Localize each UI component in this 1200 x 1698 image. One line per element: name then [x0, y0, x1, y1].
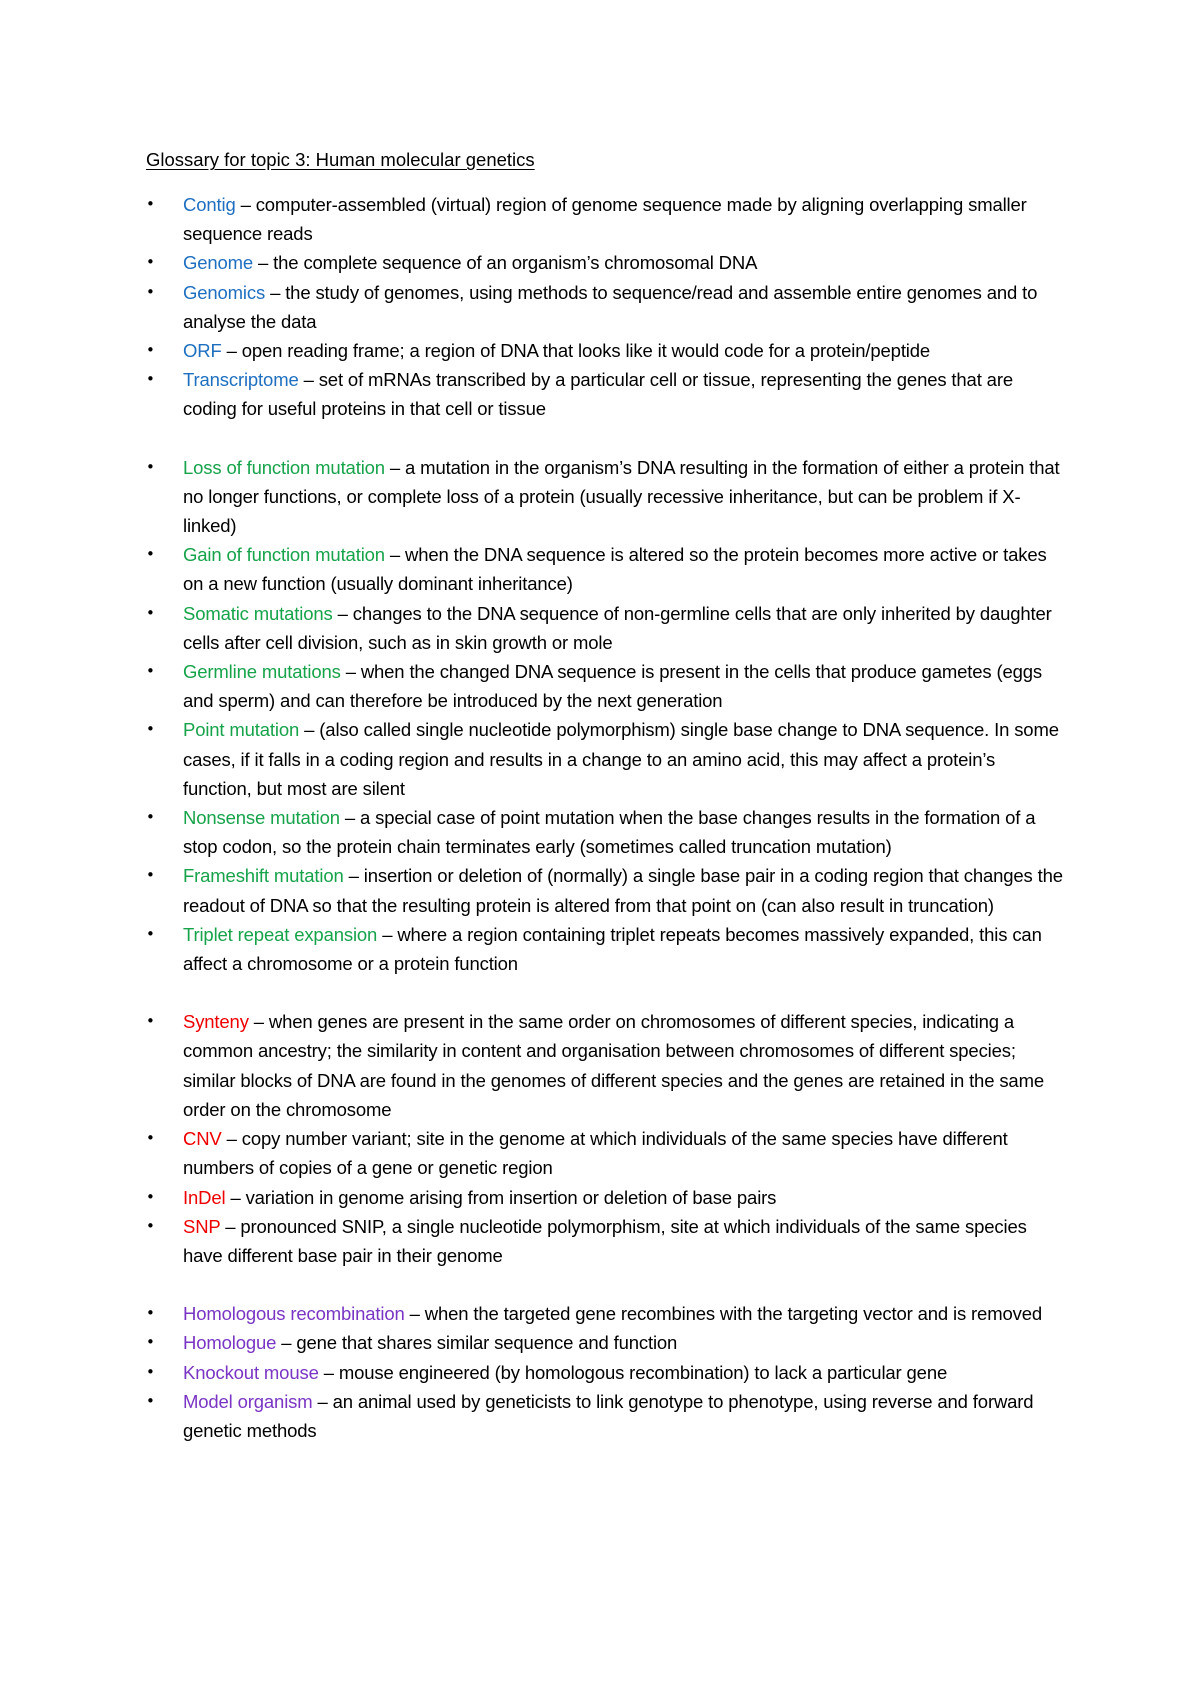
- glossary-definition: – an animal used by geneticists to link genotype to phenotype, using reverse and forward genetic methods: [183, 1390, 1034, 1441]
- glossary-entry: [146, 1387, 1066, 1445]
- glossary-definition: – set of mRNAs transcribed by a particular cell or tissue, representing the genes that are coding for useful proteins in that cell or tissue: [183, 369, 1013, 420]
- bullet-icon: •: [146, 1129, 155, 1148]
- bullet-icon: •: [146, 1362, 155, 1381]
- bullet-icon: •: [146, 1304, 155, 1323]
- glossary-group: [146, 190, 1066, 424]
- glossary-entry: [146, 1124, 1066, 1182]
- glossary-entry: [146, 1328, 1066, 1357]
- page-title: Glossary for topic 3: Human molecular genetics: [146, 149, 535, 170]
- glossary-group: [146, 1007, 1066, 1270]
- glossary-entry: [146, 1358, 1066, 1387]
- glossary-term: Nonsense mutation: [183, 807, 340, 829]
- bullet-icon: •: [146, 545, 155, 564]
- glossary-definition: – computer-assembled (virtual) region of genome sequence made by aligning overlapping smaller sequence reads: [183, 194, 1027, 245]
- glossary-term: Synteny: [183, 1011, 249, 1033]
- glossary-term: Homologue: [183, 1332, 277, 1354]
- glossary-entry: [146, 1007, 1066, 1124]
- bullet-icon: •: [146, 370, 155, 389]
- glossary-entry: [146, 1299, 1066, 1328]
- glossary-term: Model organism: [183, 1390, 313, 1412]
- glossary-content: [146, 190, 1066, 1474]
- glossary-definition: – a mutation in the organism’s DNA resulting in the formation of either a protein that no longer functions, or complete loss of a protein (usually recessive inheritance, but can be problem if X-linked): [183, 456, 1060, 537]
- glossary-definition: – open reading frame; a region of DNA that looks like it would code for a protein/peptide: [221, 340, 931, 362]
- glossary-entry: [146, 920, 1066, 978]
- glossary-term: CNV: [183, 1128, 222, 1150]
- glossary-entry: [146, 803, 1066, 861]
- glossary-term: Transcriptome: [183, 369, 299, 391]
- glossary-term: SNP: [183, 1215, 221, 1237]
- glossary-term: Gain of function mutation: [183, 544, 385, 566]
- bullet-icon: •: [146, 253, 155, 272]
- glossary-entry: [146, 190, 1066, 248]
- glossary-entry: [146, 1212, 1066, 1270]
- glossary-term: Germline mutations: [183, 661, 341, 683]
- glossary-entry: [146, 599, 1066, 657]
- glossary-definition: – pronounced SNIP, a single nucleotide polymorphism, site at which individuals of the same species have different base pair in their genome: [183, 1215, 1027, 1266]
- glossary-definition: – insertion or deletion of (normally) a single base pair in a coding region that changes the readout of DNA so that the resulting protein is altered from that point on (can also result in truncation): [183, 865, 1063, 916]
- glossary-term: ORF: [183, 340, 222, 362]
- bullet-icon: •: [146, 282, 155, 301]
- glossary-definition: – when the changed DNA sequence is present in the cells that produce gametes (eggs and sperm) and can therefore be introduced by the next generation: [183, 661, 1042, 712]
- glossary-group: [146, 453, 1066, 979]
- bullet-icon: •: [146, 195, 155, 213]
- glossary-definition: – a special case of point mutation when the base changes results in the formation of a stop codon, so the protein chain terminates early (sometimes called truncation mutation): [183, 807, 1036, 858]
- glossary-term: Frameshift mutation: [183, 865, 344, 887]
- glossary-term: Knockout mouse: [183, 1361, 319, 1383]
- bullet-icon: •: [146, 1391, 155, 1410]
- glossary-term: Genomics: [183, 281, 266, 303]
- glossary-term: Genome: [183, 252, 254, 274]
- glossary-term: Point mutation: [183, 719, 300, 741]
- bullet-icon: •: [146, 1333, 155, 1352]
- bullet-icon: •: [146, 603, 155, 622]
- glossary-definition: – where a region containing triplet repeats becomes massively expanded, this can affect a chromosome or a protein function: [183, 923, 1042, 975]
- bullet-icon: •: [146, 457, 155, 476]
- glossary-definition: – when genes are present in the same order on chromosomes of different species, indicating a common ancestry; the similarity in content and organisation between chromosomes of different species; similar blocks of DNA are found in the genomes of different species and the genes are retained in the same order on the chromosome: [183, 1011, 1044, 1120]
- bullet-icon: •: [146, 662, 155, 681]
- bullet-icon: •: [146, 1012, 155, 1031]
- glossary-entry: [146, 248, 1066, 277]
- glossary-definition: – when the DNA sequence is altered so the protein becomes more active or takes on a new function (usually dominant inheritance): [183, 544, 1047, 595]
- glossary-entry: [146, 278, 1066, 336]
- bullet-icon: •: [146, 808, 155, 827]
- glossary-entry: [146, 365, 1066, 423]
- glossary-group: [146, 1299, 1066, 1445]
- glossary-entry: [146, 1183, 1066, 1212]
- glossary-entry: [146, 336, 1066, 365]
- glossary-definition: – when the targeted gene recombines with the targeting vector and is removed: [404, 1303, 1042, 1325]
- glossary-term: Homologous recombination: [183, 1303, 405, 1325]
- glossary-entry: [146, 657, 1066, 715]
- glossary-definition: – mouse engineered (by homologous recombination) to lack a particular gene: [318, 1361, 948, 1383]
- bullet-icon: •: [146, 924, 155, 943]
- bullet-icon: •: [146, 1216, 155, 1235]
- glossary-term: Triplet repeat expansion: [183, 923, 378, 945]
- bullet-icon: •: [146, 1187, 155, 1206]
- bullet-icon: •: [146, 341, 155, 360]
- glossary-entry: [146, 715, 1066, 803]
- glossary-entry: [146, 861, 1066, 919]
- glossary-term: Contig: [183, 194, 236, 215]
- bullet-icon: •: [146, 866, 155, 885]
- glossary-entry: [146, 453, 1066, 541]
- bullet-icon: •: [146, 720, 155, 739]
- glossary-entry: [146, 540, 1066, 598]
- glossary-definition: – copy number variant; site in the genome at which individuals of the same species have different numbers of copies of a gene or genetic region: [183, 1128, 1008, 1179]
- glossary-term: Loss of function mutation: [183, 456, 385, 478]
- glossary-definition: – gene that shares similar sequence and function: [276, 1332, 678, 1354]
- glossary-term: Somatic mutations: [183, 602, 333, 624]
- glossary-definition: – the complete sequence of an organism’s chromosomal DNA: [253, 252, 758, 274]
- glossary-definition: – changes to the DNA sequence of non-germline cells that are only inherited by daughter cells after cell division, such as in skin growth or mole: [183, 602, 1052, 653]
- glossary-definition: – (also called single nucleotide polymorphism) single base change to DNA sequence. In some cases, if it falls in a coding region and results in a change to an amino acid, this may affect a protein’s function, but most are silent: [183, 719, 1059, 799]
- glossary-definition: – variation in genome arising from insertion or deletion of base pairs: [225, 1186, 777, 1208]
- glossary-term: InDel: [183, 1186, 226, 1208]
- glossary-definition: – the study of genomes, using methods to sequence/read and assemble entire genomes and to analyse the data: [183, 281, 1038, 332]
